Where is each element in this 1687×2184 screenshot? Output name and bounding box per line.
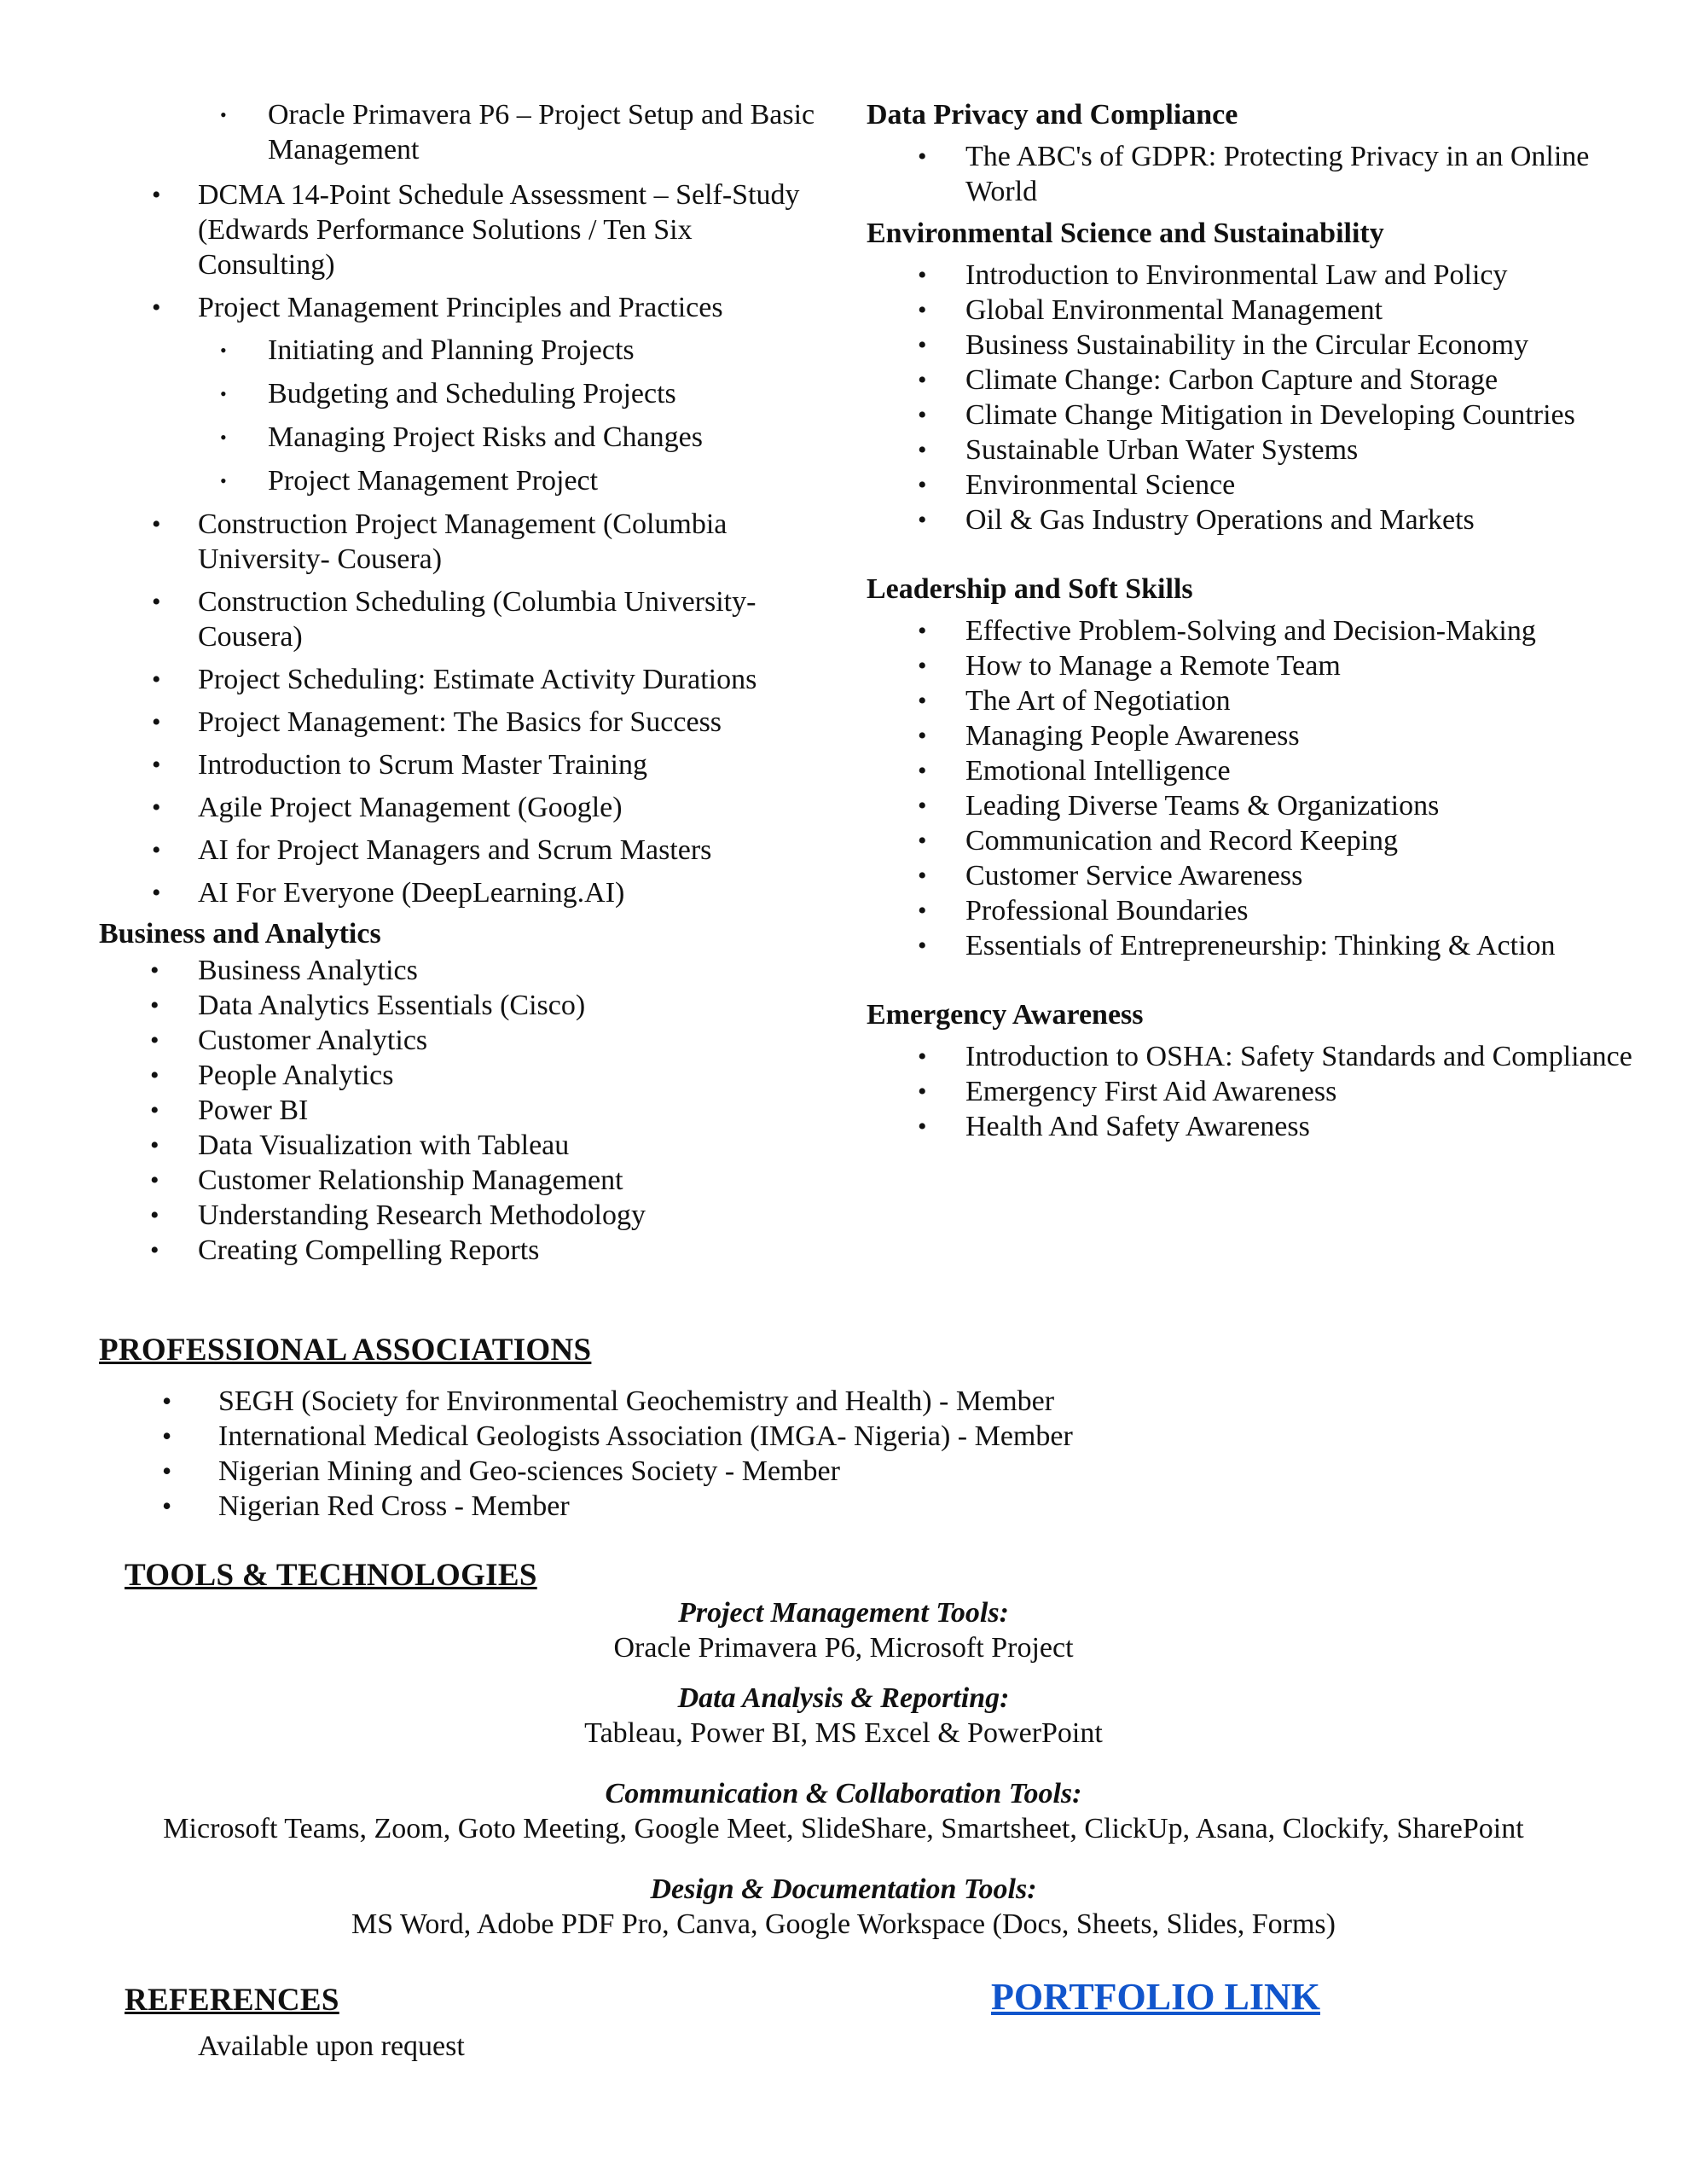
list-item: • DCMA 14-Point Schedule Assessment – Self-Study (Edwards Performance Solutions / Ten Six Consulting) [99, 177, 832, 282]
tools-heading: TOOLS & TECHNOLOGIES [125, 1558, 537, 1593]
references-text: Available upon request [198, 2030, 465, 2062]
right-column [867, 97, 1634, 1144]
list-item: • Leading Diverse Teams & Organizations [867, 788, 1634, 823]
list-item: • Project Management: The Basics for Success [99, 705, 832, 740]
list-item: • The Art of Negotiation [867, 683, 1634, 718]
list-item: • Customer Relationship Management [99, 1163, 832, 1198]
list-item: • Introduction to Scrum Master Training [99, 747, 832, 782]
list-item: • Environmental Science [867, 468, 1634, 502]
list-item: • AI For Everyone (DeepLearning.AI) [99, 875, 832, 910]
left-column [99, 97, 832, 1268]
list-item: • Construction Project Management (Columbia University- Cousera) [99, 507, 832, 577]
tool-category-title: Data Analysis & Reporting: [677, 1682, 1010, 1714]
list-item: • Business Sustainability in the Circular Economy [867, 328, 1634, 363]
environmental-heading: Environmental Science and Sustainability [867, 218, 1384, 249]
tool-category-items: MS Word, Adobe PDF Pro, Canva, Google Workspace (Docs, Sheets, Slides, Forms) [351, 1908, 1336, 1940]
list-item: • Global Environmental Management [867, 293, 1634, 328]
list-item: • Nigerian Red Cross - Member [99, 1489, 1378, 1524]
list-item: • Oil & Gas Industry Operations and Markets [867, 502, 1634, 537]
list-item: • The ABC's of GDPR: Protecting Privacy in an Online World [867, 139, 1634, 209]
pm-course-list-c [99, 507, 832, 910]
list-item: • Managing Project Risks and Changes [99, 420, 832, 455]
list-item: • Emergency First Aid Awareness [867, 1074, 1634, 1109]
list-item: • Budgeting and Scheduling Projects [99, 376, 832, 411]
list-item: • Effective Problem-Solving and Decision-Making [867, 613, 1634, 648]
list-item: • Customer Analytics [99, 1023, 832, 1058]
associations-list [99, 1384, 1378, 1524]
tool-category-items: Oracle Primavera P6, Microsoft Project [613, 1632, 1074, 1664]
tool-category-items: Microsoft Teams, Zoom, Goto Meeting, Google Meet, SlideShare, Smartsheet, ClickUp, Asana, Clockify, SharePoint [163, 1813, 1524, 1844]
list-item: • Data Analytics Essentials (Cisco) [99, 988, 832, 1023]
leadership-list [867, 613, 1634, 963]
emergency-list [867, 1039, 1634, 1144]
tool-category-title: Design & Documentation Tools: [650, 1873, 1037, 1905]
references-heading: REFERENCES [125, 1983, 339, 2018]
associations-heading: PROFESSIONAL ASSOCIATIONS [99, 1333, 592, 1368]
tool-category-title: Communication & Collaboration Tools: [605, 1778, 1082, 1809]
emergency-heading: Emergency Awareness [867, 999, 1144, 1031]
list-item: • Essentials of Entrepreneurship: Thinking & Action [867, 928, 1634, 963]
list-item: • SEGH (Society for Environmental Geochemistry and Health) - Member [99, 1384, 1378, 1419]
list-item: • Communication and Record Keeping [867, 823, 1634, 858]
list-item: • How to Manage a Remote Team [867, 648, 1634, 683]
list-item: • Agile Project Management (Google) [99, 790, 832, 825]
pm-principles-sublist [99, 333, 832, 498]
list-item: • AI for Project Managers and Scrum Masters [99, 833, 832, 868]
portfolio-link[interactable]: PORTFOLIO LINK [991, 1976, 1320, 2018]
list-item: • Professional Boundaries [867, 893, 1634, 928]
list-item: • Project Management Project [99, 463, 832, 498]
list-item: • Climate Change Mitigation in Developing Countries [867, 398, 1634, 433]
business-analytics-list [99, 953, 832, 1268]
list-item: • Initiating and Planning Projects [99, 333, 832, 368]
business-analytics-heading: Business and Analytics [99, 918, 381, 950]
list-item: • Introduction to Environmental Law and Policy [867, 258, 1634, 293]
list-item: • People Analytics [99, 1058, 832, 1093]
list-item: • Project Scheduling: Estimate Activity Durations [99, 662, 832, 697]
list-item: • Sustainable Urban Water Systems [867, 433, 1634, 468]
list-item: • Customer Service Awareness [867, 858, 1634, 893]
list-item: • Data Visualization with Tableau [99, 1128, 832, 1163]
tools-block [0, 1595, 1687, 1957]
list-item: • International Medical Geologists Association (IMGA- Nigeria) - Member [99, 1419, 1378, 1454]
list-item: • Nigerian Mining and Geo-sciences Society - Member [99, 1454, 1378, 1489]
list-item: • Business Analytics [99, 953, 832, 988]
list-item: • Climate Change: Carbon Capture and Storage [867, 363, 1634, 398]
list-item: • Managing People Awareness [867, 718, 1634, 753]
list-item: • Construction Scheduling (Columbia University-Cousera) [99, 584, 832, 654]
data-privacy-heading: Data Privacy and Compliance [867, 99, 1238, 131]
leadership-heading: Leadership and Soft Skills [867, 573, 1193, 605]
pm-course-list-a [99, 177, 832, 325]
data-privacy-list [867, 139, 1634, 209]
list-item: • Health And Safety Awareness [867, 1109, 1634, 1144]
pm-top-sublist [99, 97, 832, 167]
list-item: • Creating Compelling Reports [99, 1233, 832, 1268]
tool-category-title: Project Management Tools: [678, 1597, 1009, 1629]
tool-category-items: Tableau, Power BI, MS Excel & PowerPoint [584, 1717, 1103, 1749]
list-item: • Emotional Intelligence [867, 753, 1634, 788]
list-item: • Understanding Research Methodology [99, 1198, 832, 1233]
list-item: • Power BI [99, 1093, 832, 1128]
list-item: • Oracle Primavera P6 – Project Setup and Basic Management [99, 97, 832, 167]
environmental-list [867, 258, 1634, 537]
list-item: • Introduction to OSHA: Safety Standards and Compliance [867, 1039, 1634, 1074]
list-item: • Project Management Principles and Practices [99, 290, 832, 325]
